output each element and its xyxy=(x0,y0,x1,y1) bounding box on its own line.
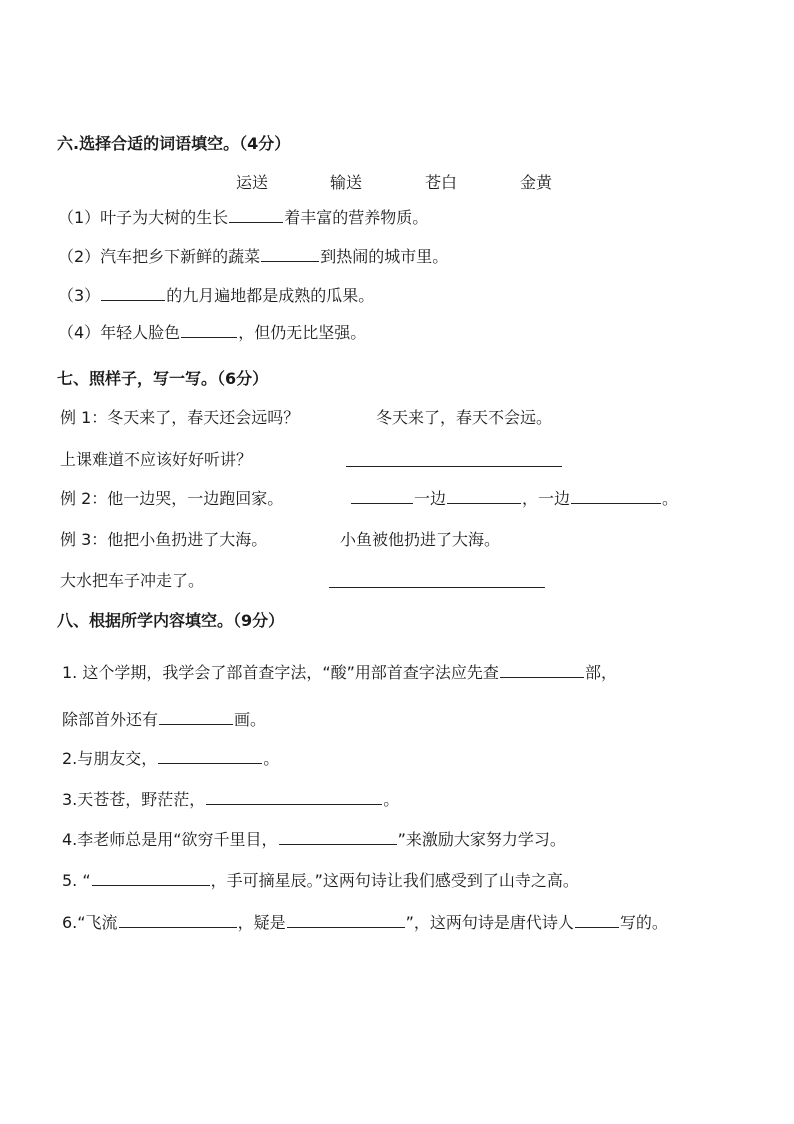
s8-question-6: 6.“飞流 ，疑是 ”，这两句诗是唐代诗人 写的。 xyxy=(62,913,668,932)
section-7-heading: 七、照样子，写一写。（6分） xyxy=(57,369,269,388)
s8-question-5: 5. “ ，手可摘星辰。”这两句诗让我们感受到了山寺之高。 xyxy=(62,871,579,890)
answer-blank[interactable] xyxy=(181,322,237,338)
s8-question-3: 3.天苍苍，野茫茫， 。 xyxy=(62,790,400,809)
task-3-answer-line[interactable] xyxy=(329,572,545,588)
s8-question-2: 2.与朋友交， 。 xyxy=(62,749,280,768)
answer-blank[interactable] xyxy=(159,709,233,725)
example-3-result: 小鱼被他扔进了大海。 xyxy=(340,530,501,549)
answer-blank[interactable] xyxy=(261,246,319,262)
answer-blank[interactable] xyxy=(500,662,584,678)
s8-question-1-continued: 除部首外还有 画。 xyxy=(62,710,267,729)
example-1-result: 冬天来了，春天不会远。 xyxy=(376,408,553,427)
answer-blank[interactable] xyxy=(447,488,521,504)
answer-blank[interactable] xyxy=(571,488,661,504)
s6-question-2: （2）汽车把乡下新鲜的蔬菜 到热闹的城市里。 xyxy=(58,247,449,266)
task-1-sentence: 上课难道不应该好好听讲？ xyxy=(60,450,253,469)
answer-blank[interactable] xyxy=(575,912,619,928)
answer-blank[interactable] xyxy=(287,912,405,928)
answer-blank[interactable] xyxy=(229,207,283,223)
word-option: 输送 xyxy=(330,173,363,192)
answer-blank[interactable] xyxy=(101,285,165,301)
example-2-source: 例 2：他一边哭，一边跑回家。 xyxy=(60,489,284,508)
answer-blank[interactable] xyxy=(279,829,397,845)
s8-question-4: 4.李老师总是用“欲穷千里目， ”来激励大家努力学习。 xyxy=(62,830,566,849)
example-3-source: 例 3：他把小鱼扔进了大海。 xyxy=(60,530,268,549)
section-8-heading: 八、根据所学内容填空。（9分） xyxy=(57,611,285,630)
answer-blank[interactable] xyxy=(119,912,237,928)
s8-question-1: 1. 这个学期，我学会了部首查字法，“酸”用部首查字法应先查 部， xyxy=(62,663,617,682)
section-6-heading: 六.选择合适的词语填空。（4分） xyxy=(57,134,291,153)
s6-question-4: （4）年轻人脸色 ，但仍无比坚强。 xyxy=(58,323,367,342)
s6-question-1: （1）叶子为大树的生长 着丰富的营养物质。 xyxy=(58,208,429,227)
answer-blank[interactable] xyxy=(206,789,382,805)
task-3-sentence: 大水把车子冲走了。 xyxy=(60,571,205,590)
example-2-pattern: 一边 ，一边 。 xyxy=(350,488,678,510)
example-1-source: 例 1：冬天来了，春天还会远吗？ xyxy=(60,408,300,427)
answer-blank[interactable] xyxy=(92,870,210,886)
word-option: 金黄 xyxy=(520,173,553,192)
s6-question-3: （3） 的九月遍地都是成熟的瓜果。 xyxy=(58,286,375,305)
answer-blank[interactable] xyxy=(158,748,262,764)
task-1-answer-line[interactable] xyxy=(346,451,562,467)
answer-blank[interactable] xyxy=(351,488,413,504)
word-option: 运送 xyxy=(236,173,269,192)
word-option: 苍白 xyxy=(425,173,458,192)
